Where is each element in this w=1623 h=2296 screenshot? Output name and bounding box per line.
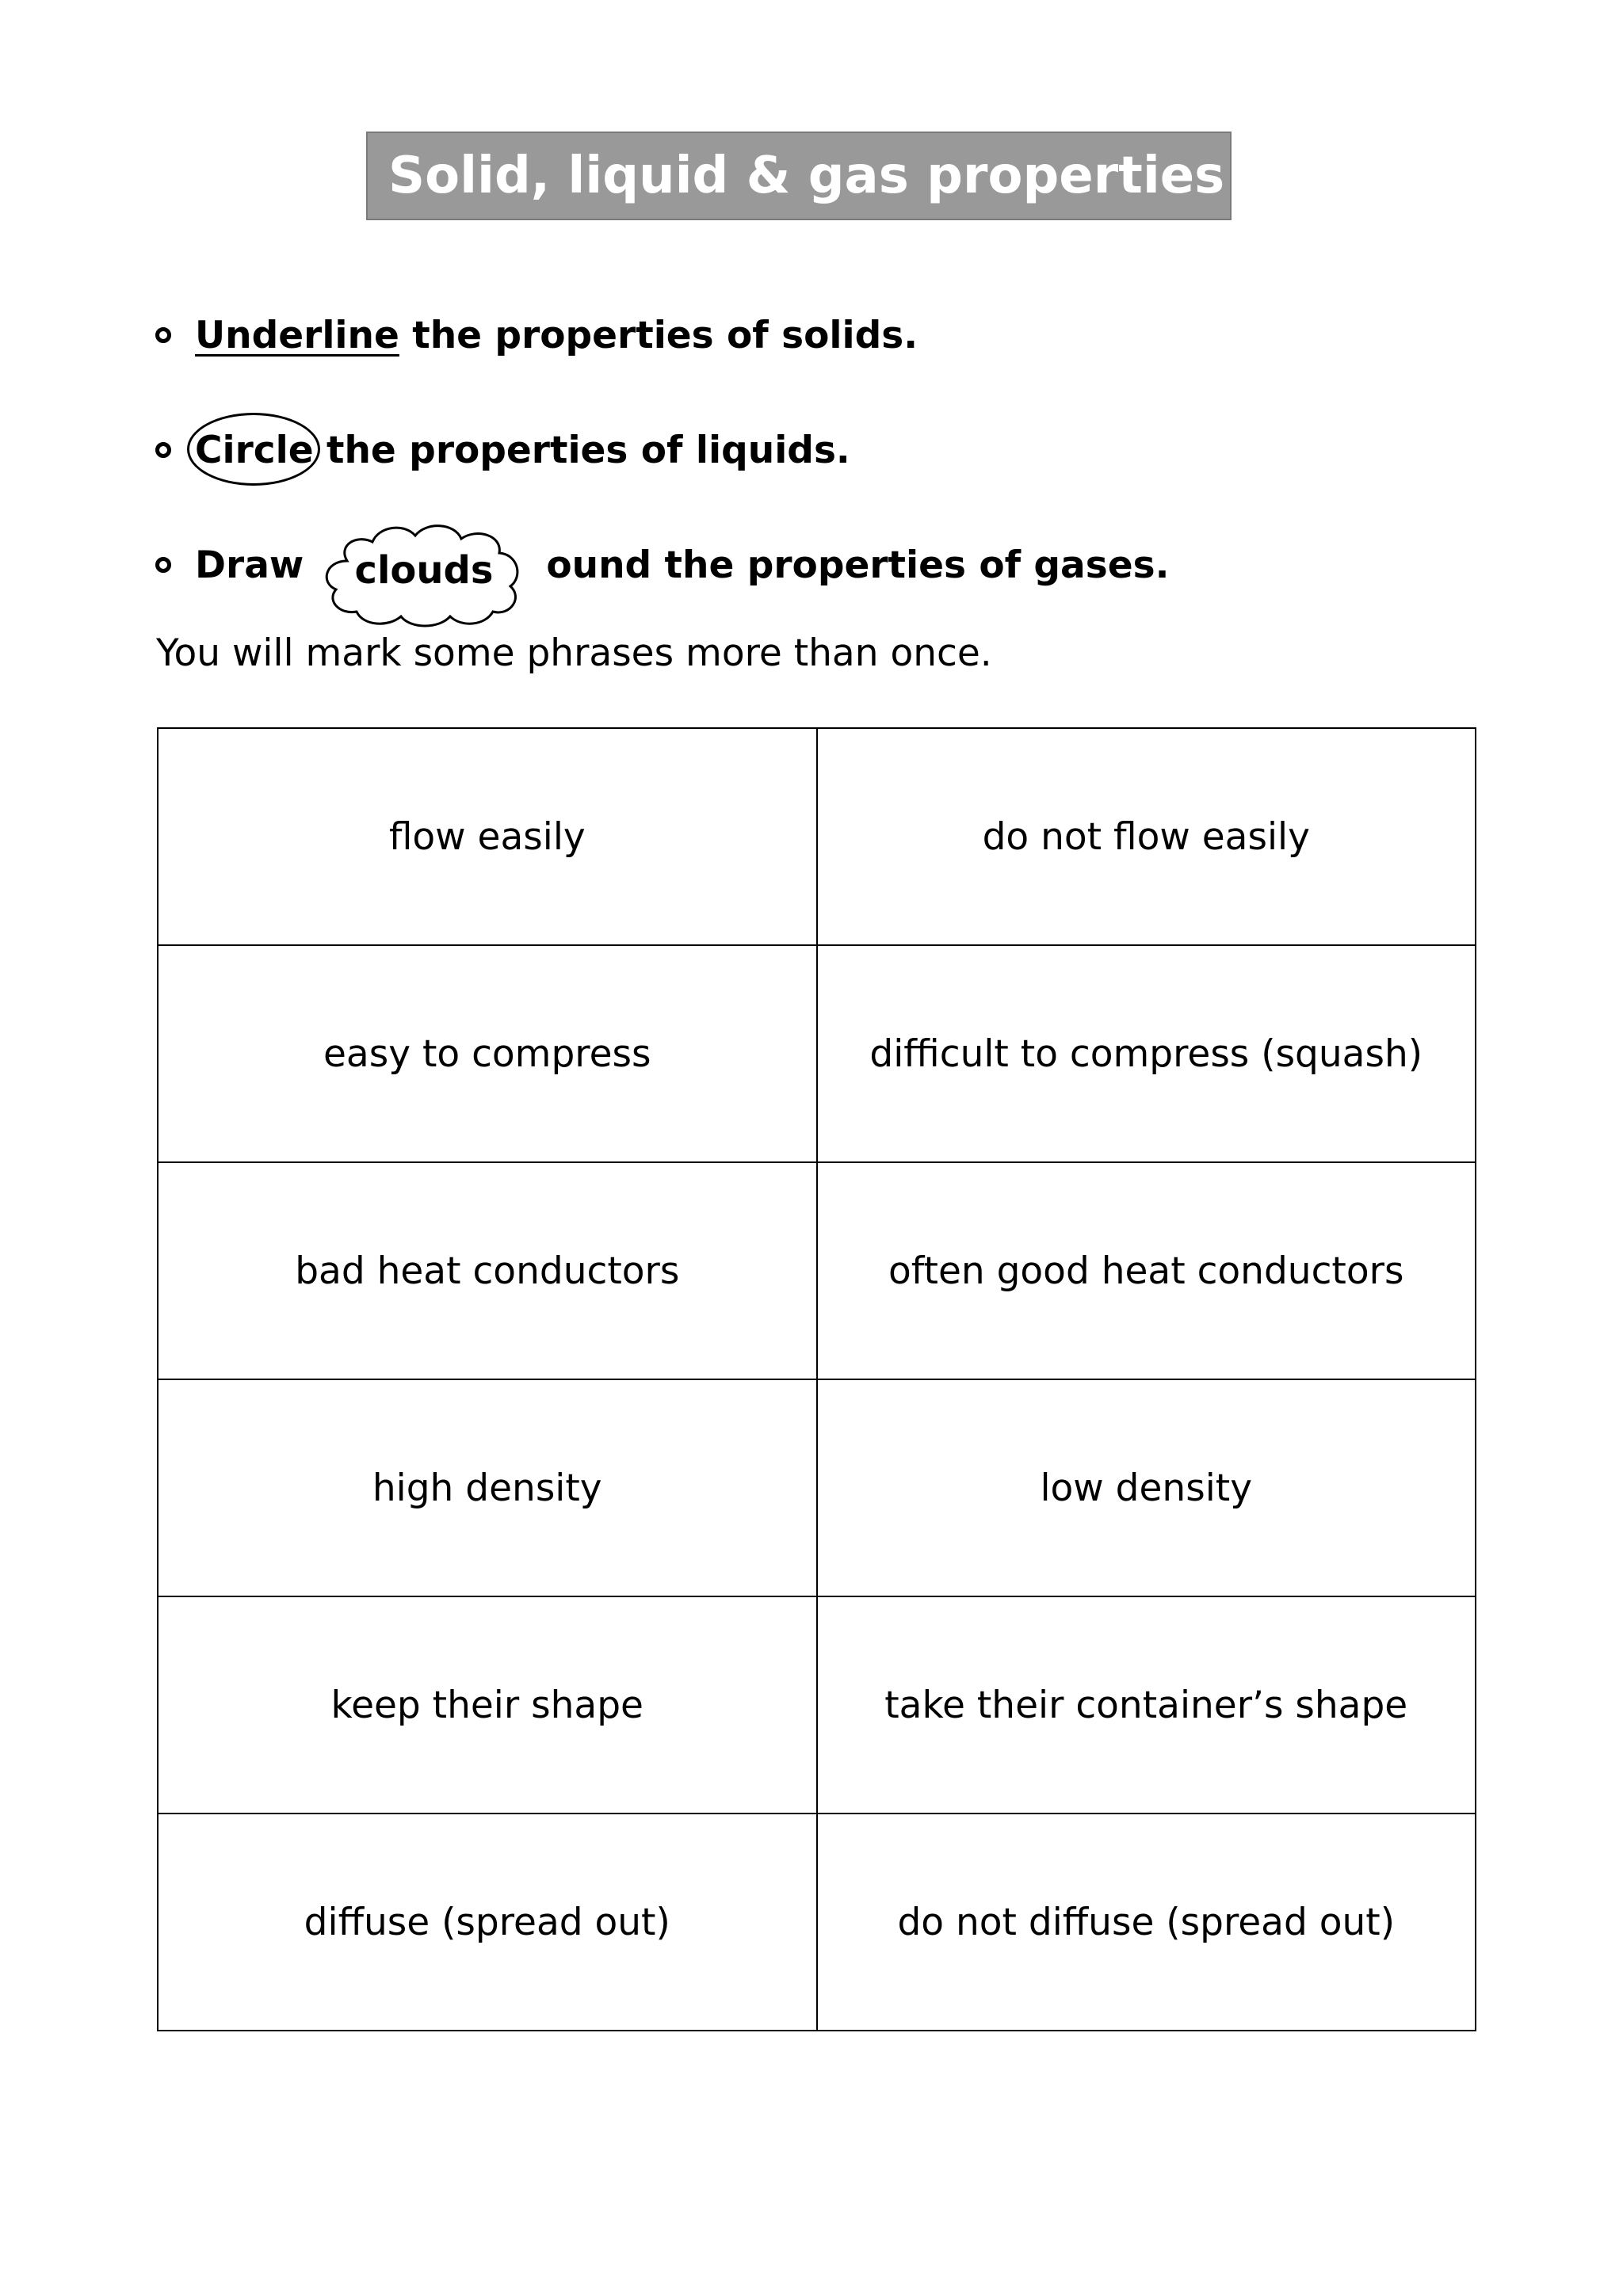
table-row [158, 728, 1476, 945]
circle-keyword: Circle [195, 429, 314, 472]
bullet-icon [155, 327, 171, 343]
table-row [158, 945, 1476, 1162]
table-cell: do not diffuse (spread out) [817, 1814, 1476, 2031]
table-cell: often good heat conductors [817, 1162, 1476, 1379]
table-cell: difficult to compress (squash) [817, 945, 1476, 1162]
bullet-icon [155, 557, 171, 573]
underline-keyword: Underline [195, 314, 399, 357]
circle-keyword-wrap [195, 429, 314, 472]
instruction-underline [155, 314, 918, 357]
instruction-note: You will mark some phrases more than once. [156, 631, 992, 675]
instruction-underline-text: the properties of solids. [399, 314, 918, 357]
table-cell: flow easily [158, 728, 817, 945]
table-row [158, 1162, 1476, 1379]
instruction-circle-text: the properties of liquids. [313, 429, 850, 472]
table-row [158, 1814, 1476, 2031]
title-banner [366, 132, 1232, 220]
table-cell: low density [817, 1379, 1476, 1596]
page-title: Solid, liquid & gas properties [388, 147, 1225, 205]
table-cell: easy to compress [158, 945, 817, 1162]
table-cell: take their container’s shape [817, 1596, 1476, 1814]
table-cell: do not flow easily [817, 728, 1476, 945]
instruction-clouds-lead: Draw [195, 543, 304, 587]
cloud-badge [315, 515, 533, 631]
properties-table [157, 727, 1476, 2031]
instruction-clouds-text: ound the properties of gases. [546, 543, 1170, 587]
table-row [158, 1596, 1476, 1814]
table-row [158, 1379, 1476, 1596]
table-cell: bad heat conductors [158, 1162, 817, 1379]
bullet-icon [155, 442, 171, 458]
table-cell: keep their shape [158, 1596, 817, 1814]
clouds-keyword: clouds [354, 548, 494, 593]
instruction-circle [155, 429, 850, 472]
table-cell: diffuse (spread out) [158, 1814, 817, 2031]
instruction-clouds [155, 543, 1170, 587]
table-cell: high density [158, 1379, 817, 1596]
